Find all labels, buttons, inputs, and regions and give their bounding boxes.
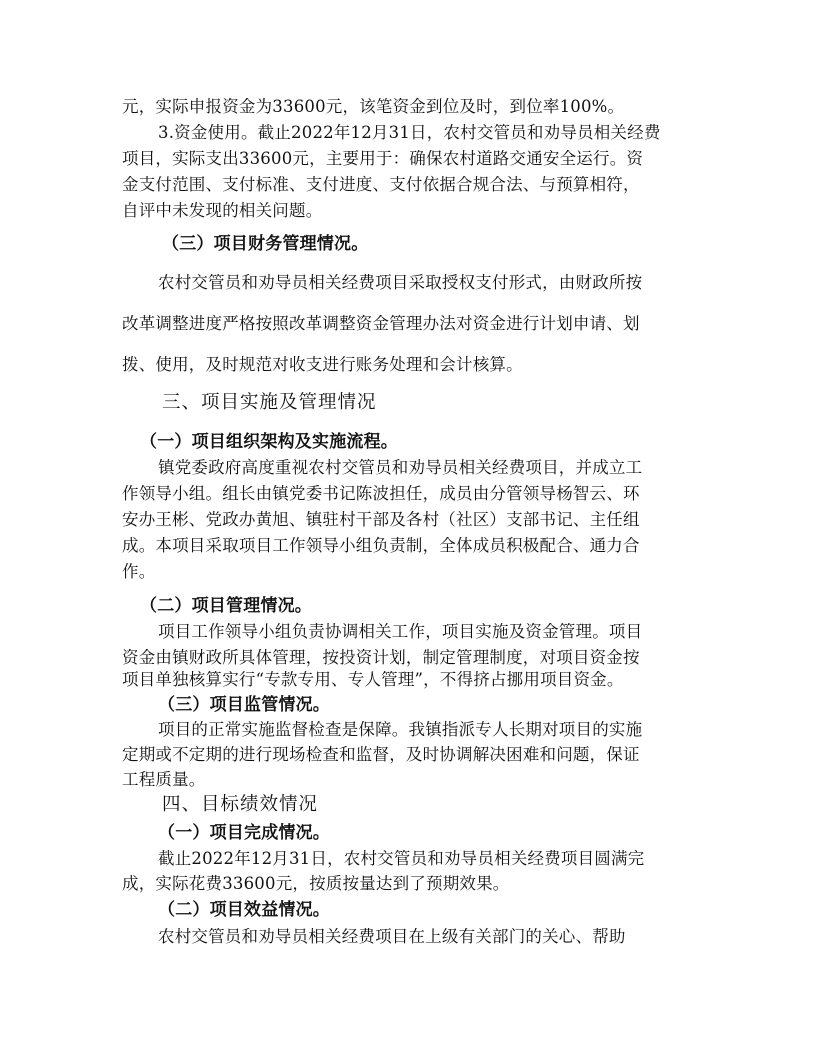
body-line: 3.资金使用。截止2022年12月31日，农村交管员和劝导员相关经费 bbox=[158, 123, 661, 142]
body-line: 项目单独核算实行“专款专用、专人管理”，不得挤占挪用项目资金。 bbox=[122, 670, 624, 689]
body-line: 作领导小组。组长由镇党委书记陈波担任，成员由分管领导杨智云、环 bbox=[122, 484, 640, 503]
body-line: 安办王彬、党政办黄旭、镇驻村干部及各村（社区）支部书记、主任组 bbox=[122, 510, 640, 529]
body-line: 农村交管员和劝导员相关经费项目采取授权支付形式，由财政所按 bbox=[158, 273, 643, 292]
body-line: 工程质量。 bbox=[122, 770, 206, 789]
body-line: 截止2022年12月31日，农村交管员和劝导员相关经费项目圆满完 bbox=[158, 849, 645, 868]
body-line: 元，实际申报资金为33600元，该笔资金到位及时，到位率100%。 bbox=[122, 97, 625, 116]
section-heading: （二）项目管理情况。 bbox=[140, 596, 312, 616]
body-line: 农村交管员和劝导员相关经费项目在上级有关部门的关心、帮助 bbox=[158, 927, 626, 946]
body-line: 定期或不定期的进行现场检查和监督，及时协调解决困难和问题，保证 bbox=[122, 745, 640, 764]
body-line: 项目的正常实施监督检查是保障。我镇指派专人长期对项目的实施 bbox=[158, 720, 643, 739]
body-line: 成。本项目采取项目工作领导小组负责制，全体成员积极配合、通力合 bbox=[122, 536, 640, 555]
section-heading: （一）项目完成情况。 bbox=[158, 823, 330, 843]
body-line: 镇党委政府高度重视农村交管员和劝导员相关经费项目，并成立工 bbox=[158, 458, 643, 477]
body-line: 成，实际花费33600元，按质按量达到了预期效果。 bbox=[122, 874, 510, 893]
chapter-heading: 四、目标绩效情况 bbox=[162, 794, 319, 815]
body-line: 项目，实际支出33600元，主要用于：确保农村道路交通安全运行。资 bbox=[122, 149, 644, 168]
body-line: 拨、使用，及时规范对收支进行账务处理和会计核算。 bbox=[122, 355, 523, 374]
body-line: 资金由镇财政所具体管理，按投资计划，制定管理制度，对项目资金按 bbox=[122, 648, 640, 667]
chapter-heading: 三、项目实施及管理情况 bbox=[162, 392, 377, 413]
section-heading: （三）项目财务管理情况。 bbox=[162, 234, 369, 254]
body-line: 金支付范围、支付标准、支付进度、支付依据合规合法、与预算相符， bbox=[122, 175, 640, 194]
body-line: 项目工作领导小组负责协调相关工作，项目实施及资金管理。项目 bbox=[158, 622, 643, 641]
section-heading: （三）项目监管情况。 bbox=[158, 695, 330, 715]
body-line: 作。 bbox=[122, 562, 156, 581]
body-line: 自评中未发现的相关问题。 bbox=[122, 201, 323, 220]
section-heading: （二）项目效益情况。 bbox=[158, 900, 330, 920]
body-line: 改革调整进度严格按照改革调整资金管理办法对资金进行计划申请、划 bbox=[122, 314, 640, 333]
section-heading: （一）项目组织架构及实施流程。 bbox=[140, 432, 398, 452]
